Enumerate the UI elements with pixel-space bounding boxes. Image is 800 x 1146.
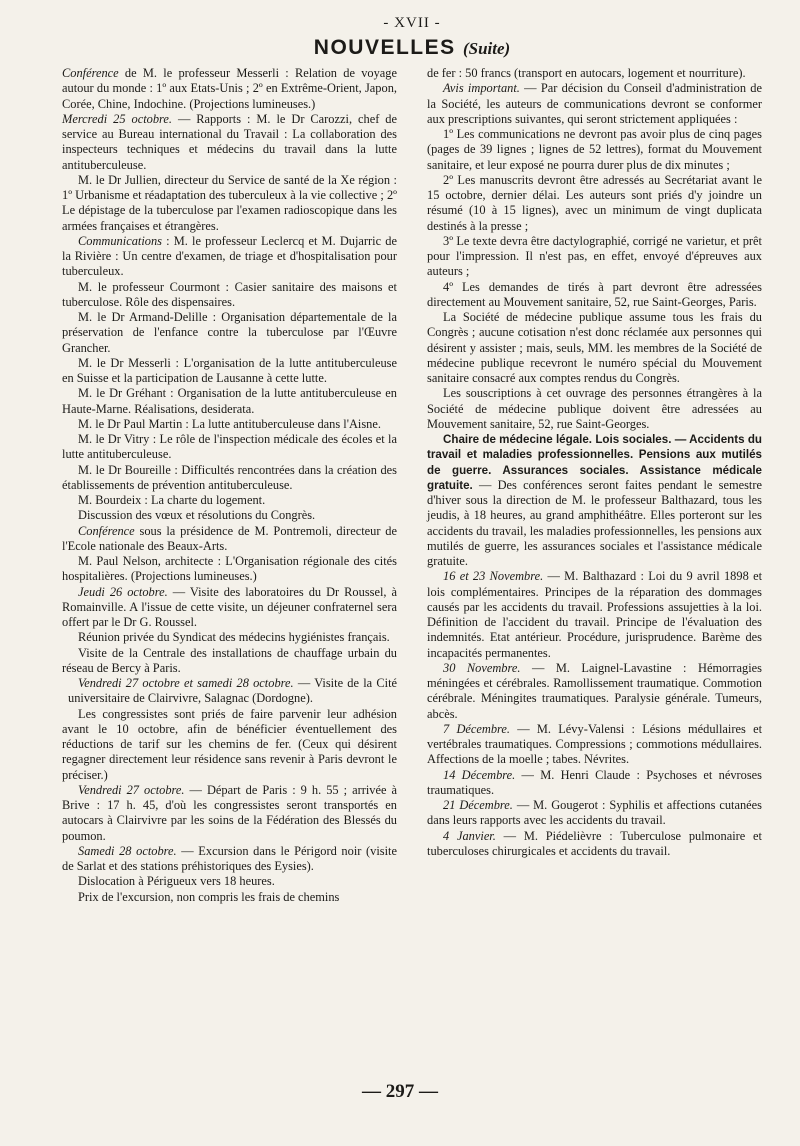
- paragraph-lead: 7 Décembre.: [443, 721, 510, 736]
- paragraph: [427, 173, 762, 234]
- paragraph-text: Prix de l'excursion, non compris les frais de chemins: [78, 889, 340, 904]
- paragraph: [62, 630, 397, 645]
- paragraph: [62, 508, 397, 523]
- paragraph: [62, 386, 397, 417]
- paragraph: [62, 890, 397, 905]
- paragraph-text: de M. le professeur Messerli : Relation de voyage autour du monde : 1º aux Etats-Unis ; 2º en Extrême-Orient, Japon, Corée, Chine, Indochine. (Projections lumineuses.): [62, 66, 397, 111]
- paragraph: [427, 432, 762, 569]
- paragraph-text: M. le Dr Messerli : L'organisation de la lutte antituberculeuse en Suisse et la participation de Lausanne à cette lutte.: [62, 355, 397, 385]
- paragraph-lead: 30 Novembre.: [443, 660, 521, 675]
- paragraph: [427, 798, 762, 829]
- paragraph-text: Visite de la Centrale des installations de chauffage urbain du réseau de Bercy à Paris.: [62, 645, 397, 675]
- paragraph-lead: Avis important.: [443, 81, 520, 96]
- paragraph-text: — Visite des laboratoires du Dr Roussel, à Romainville. A l'issue de cette visite, un déjeuner confraternel sera offert par le Dr G. Roussel.: [62, 584, 397, 629]
- paragraph-text: M. le Dr Boureille : Difficultés rencontrées dans la création des établissements de prévention antituberculeuse.: [62, 462, 397, 492]
- paragraph: [62, 463, 397, 494]
- roman-page-header: - XVII -: [383, 15, 441, 31]
- paragraph-text: 4º Les demandes de tirés à part devront être adressées directement au Mouvement sanitaire, 52, rue Saint-Georges, Paris.: [427, 279, 762, 309]
- paragraph-text: — Visite de la Cité universitaire de Clairvivre, Salagnac (Dordogne).: [68, 676, 398, 706]
- paragraph-text: — M. Piédelièvre : Tuberculose pulmonaire et tuberculoses chirurgicales et accidents du travail.: [427, 828, 762, 858]
- paragraph-text: M. le professeur Courmont : Casier sanitaire des maisons et tuberculose. Rôle des dispensaires.: [62, 279, 397, 309]
- paragraph-lead: 21 Décembre.: [443, 798, 513, 812]
- paragraph: [62, 234, 397, 280]
- paragraph: [427, 127, 762, 173]
- paragraph: [62, 432, 397, 463]
- paragraph-text: — M. Balthazard : Loi du 9 avril 1898 et lois complémentaires. Principes de la réparation des dommages causés par les accidents du travail. Professions assujetties à la loi. Définition de l'accident du travail. Principe de l'évaluation des indemnités. Etat antérieur. Procédure, jurisprudence. Barème des incapacités permanentes.: [427, 569, 763, 660]
- title-suffix: (Suite): [462, 39, 511, 58]
- paragraph-text: Dislocation à Périgueux vers 18 heures.: [78, 874, 275, 889]
- paragraph: [62, 280, 397, 311]
- paragraph: [62, 493, 397, 508]
- paragraph-text: : M. le professeur Leclercq et M. Dujarric de la Rivière : Un centre d'examen, de triage et d'hospitalisation pour tuberculeux.: [62, 233, 397, 279]
- paragraph-text: M. le Dr Vitry : Le rôle de l'inspection médicale des écoles et la lutte antituberculeuse.: [62, 432, 397, 462]
- paragraph-text: de fer : 50 francs (transport en autocars, logement et nourriture).: [427, 66, 746, 80]
- paragraph: [62, 524, 397, 555]
- paragraph-text: — M. Laignel-Lavastine : Hémorragies méningées et cérébrales. Ramollissement traumatique. Commotion cérébrale. Méningites traumatiques. Paralysie générale. Tumeurs, abcès.: [427, 660, 762, 721]
- paragraph: [62, 707, 397, 783]
- paragraph: [427, 386, 762, 432]
- paragraph: [62, 66, 397, 112]
- paragraph-text: — Des conférences seront faites pendant le semestre d'hiver sous la direction de M. le professeur Balthazard, tous les jeudis, à 18 heures, au grand amphithéâtre. Elles porteront sur les accidents du travail, les maladies professionnelles, les pensions aux mutilés de guerre, les assurances sociales et l'assistance médicale gratuite.: [427, 477, 762, 568]
- paragraph-lead: Samedi 28 octobre.: [78, 843, 177, 858]
- paragraph-text: Les congressistes sont priés de faire parvenir leur adhésion avant le 10 octobre, afin de bénéficier éventuellement des réductions de tarif sur les chemins de fer. (Ceux qui désirent regagner directement leur résidence sans revenir à Paris devront le préciser.): [62, 706, 397, 782]
- paragraph: [62, 554, 397, 585]
- paragraph-lead: Mercredi 25 octobre.: [62, 111, 172, 126]
- paragraph: [427, 661, 762, 722]
- paragraph: [427, 722, 762, 768]
- paragraph-text: Les souscriptions à cet ouvrage des personnes étrangères à la Société de médecine publique doivent être adressées au Mouvement sanitaire, 52, rue Saint-Georges.: [427, 386, 762, 431]
- paragraph-text: M. le Dr Gréhant : Organisation de la lutte antituberculeuse en Haute-Marne. Réalisations, desiderata.: [62, 386, 397, 416]
- paragraph: [62, 173, 397, 234]
- paragraph-text: M. Paul Nelson, architecte : L'Organisation régionale des cités hospitalières. (Projections lumineuses.): [62, 554, 397, 584]
- paragraph-text: — Départ de Paris : 9 h. 55 ; arrivée à Brive : 17 h. 45, d'où les congressistes seront transportés en autocars à Clairvivre par les soins de la Fédération des Blessés du poumon.: [62, 782, 397, 843]
- right-column: [427, 66, 762, 905]
- paragraph: [427, 66, 762, 81]
- paragraph: [62, 356, 397, 387]
- paragraph-text: — Rapports : M. le Dr Carozzi, chef de service au Bureau international du Travail : La collaboration des inspecteurs techniques et médecins du travail dans la lutte antituberculeuse.: [62, 111, 397, 172]
- paragraph: [427, 829, 762, 860]
- two-column-body: [62, 66, 762, 905]
- paragraph: [62, 112, 397, 173]
- paragraph-text: — M. Gougerot : Syphilis et affections cutanées dans leurs rapports avec les accidents du travail.: [427, 798, 763, 828]
- paragraph: [62, 310, 397, 356]
- paragraph-lead: Communications: [78, 233, 162, 248]
- paragraph-text: 1º Les communications ne devront pas avoir plus de cinq pages (pages de 39 lignes ; lignes de 52 lettres), format du Mouvement sanitaire, et leur exposé ne pourra durer plus de dix minutes ;: [427, 127, 762, 172]
- paragraph: [62, 585, 397, 631]
- paragraph-text: 2º Les manuscrits devront être adressés au Secrétariat avant le 15 octobre, dernier délai. Les auteurs sont priés d'y joindre un résumé (10 à 15 lignes), avec un minimum de vingt duplicata destinés à la presse ;: [427, 172, 762, 233]
- page-number: — 297 —: [362, 1081, 438, 1102]
- paragraph-text: M. le Dr Paul Martin : La lutte antituberculeuse dans l'Aisne.: [78, 416, 381, 431]
- paragraph-text: — M. Lévy-Valensi : Lésions médullaires et vertébrales traumatiques. Compressions ; commotions médullaires. Affections de la moelle ; tabes. Névrites.: [427, 721, 763, 767]
- paragraph-lead: Vendredi 27 octobre et samedi 28 octobre.: [78, 676, 294, 690]
- paragraph-heading: Chaire de médecine légale. Lois sociales. — Accidents du travail et maladies professionnelles. Pensions aux mutilés de guerre. Assurances sociales. Assistance médicale gratuite.: [427, 433, 762, 492]
- paragraph: [427, 310, 762, 386]
- paragraph-text: sous la présidence de M. Pontremoli, directeur de l'Ecole nationale des Beaux-Arts.: [62, 523, 397, 553]
- paragraph: [427, 569, 762, 661]
- paragraph: [62, 783, 397, 844]
- paragraph: [427, 234, 762, 280]
- paragraph-text: — Par décision du Conseil d'administration de la Société, les auteurs de communications devront se conformer aux prescriptions suivantes, qui seront strictement appliquées :: [427, 81, 762, 126]
- paragraph-text: Discussion des vœux et résolutions du Congrès.: [78, 508, 316, 523]
- paragraph-text: 3º Le texte devra être dactylographié, corrigé ne varietur, et prêt pour l'impression. Il n'est pas, en effet, envoyé d'épreuves aux auteurs ;: [427, 233, 762, 279]
- paragraph: [62, 874, 397, 889]
- title-text: NOUVELLES: [313, 36, 456, 59]
- paragraph: [62, 844, 397, 875]
- paragraph: [427, 768, 762, 799]
- paragraph-lead: 16 et 23 Novembre.: [443, 569, 544, 584]
- paragraph: [62, 646, 397, 677]
- paragraph-text: Réunion privée du Syndicat des médecins hygiénistes français.: [78, 630, 390, 645]
- paragraph: [427, 280, 762, 311]
- paragraph-lead: Conférence: [62, 66, 119, 80]
- paragraph-lead: Vendredi 27 octobre.: [78, 782, 185, 797]
- left-column: [62, 66, 397, 905]
- paragraph-text: — M. Henri Claude : Psychoses et névroses traumatiques.: [427, 767, 762, 797]
- paragraph-lead: Conférence: [78, 523, 135, 538]
- paragraph: [62, 676, 397, 707]
- paragraph-text: M. le Dr Armand-Delille : Organisation départementale de la préservation de l'enfance contre la tuberculose par l'Œuvre Grancher.: [62, 310, 397, 355]
- paragraph-text: — Excursion dans le Périgord noir (visite de Sarlat et des stations préhistoriques des Eysies).: [62, 843, 397, 873]
- paragraph: [427, 81, 762, 127]
- paragraph-text: M. le Dr Jullien, directeur du Service de santé de la Xe région : 1º Urbanisme et réadaptation des tuberculeux à la vie collective ; 2º Le dépistage de la tuberculose par l'examen radioscopique dans les armées françaises et étrangères.: [62, 172, 397, 233]
- paragraph-lead: Jeudi 26 octobre.: [78, 584, 168, 599]
- paragraph-lead: 14 Décembre.: [443, 767, 516, 782]
- paragraph: [62, 417, 397, 432]
- paragraph-text: La Société de médecine publique assume tous les frais du Congrès ; aucune cotisation n'est donc réclamée aux personnes qui désirent y assister ; mais, seuls, MM. les membres de la Société de médecine publique recevront le numéro spécial du Mouvement sanitaire consacré aux comptes rendus du Congrès.: [427, 310, 762, 385]
- paragraph-text: M. Bourdeix : La charte du logement.: [78, 493, 266, 507]
- paragraph-lead: 4 Janvier.: [443, 828, 496, 843]
- section-title: [62, 34, 762, 63]
